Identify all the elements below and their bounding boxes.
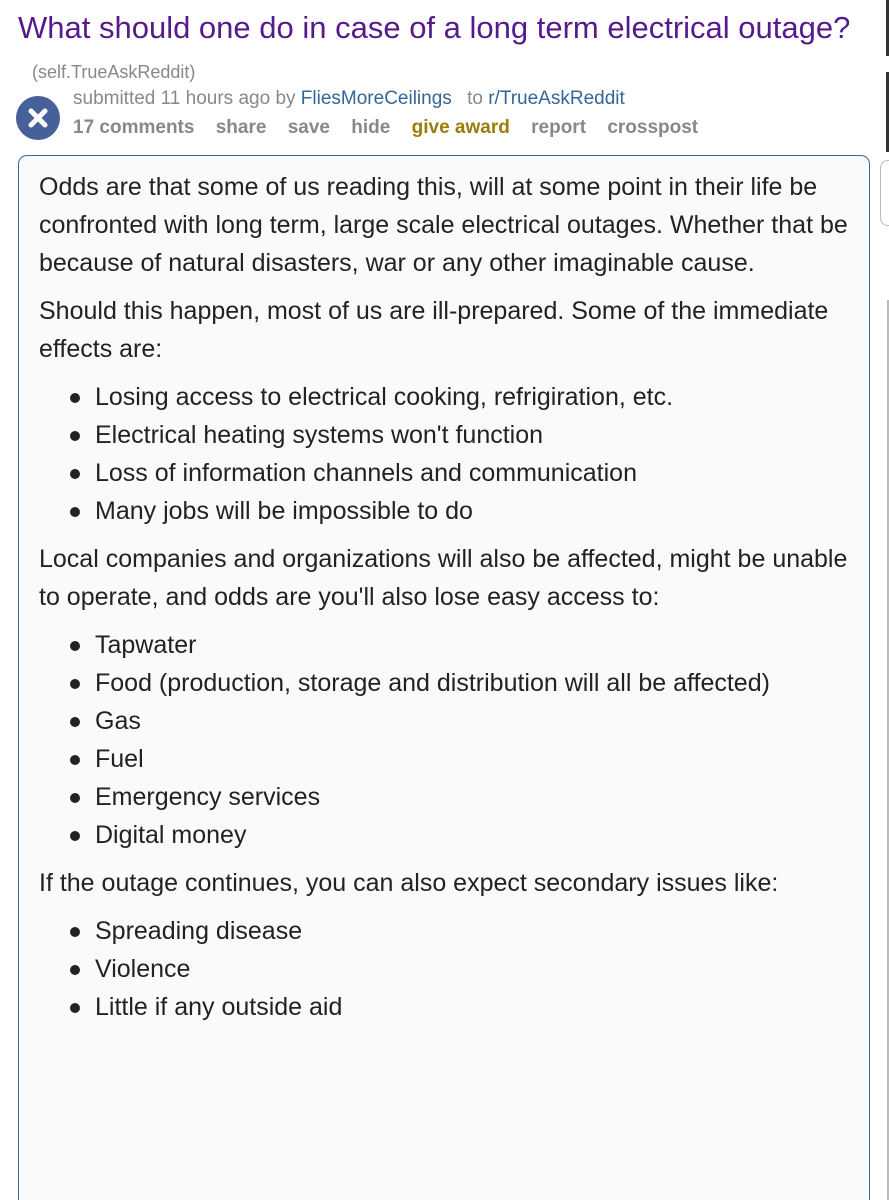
body-paragraph-4: If the outage continues, you can also expect secondary issues like: bbox=[39, 869, 779, 897]
list-item: Loss of information channels and communication bbox=[95, 454, 851, 492]
tagline-to: to bbox=[467, 88, 483, 109]
list-item: Many jobs will be impossible to do bbox=[95, 492, 851, 530]
list-item: Fuel bbox=[95, 740, 851, 778]
list-item: Food (production, storage and distribution will all be affected) bbox=[95, 664, 851, 702]
list-item: Electrical heating systems won't function bbox=[95, 416, 851, 454]
post-buttons bbox=[73, 117, 714, 139]
body-paragraph-3: Local companies and organizations will also be affected, might be unable to operate, and odds are you'll also lose easy access to: bbox=[39, 545, 848, 611]
post-title-line bbox=[18, 8, 868, 92]
list-item: Violence bbox=[95, 950, 851, 988]
list-item: Tapwater bbox=[95, 626, 851, 664]
author-link[interactable]: FliesMoreCeilings bbox=[300, 88, 452, 109]
hide-button[interactable]: hide bbox=[351, 117, 391, 138]
post-body bbox=[18, 155, 870, 1200]
report-button[interactable]: report bbox=[531, 117, 587, 138]
list-item: Losing access to electrical cooking, refrigiration, etc. bbox=[95, 378, 851, 416]
list-item: Emergency services bbox=[95, 778, 851, 816]
list-item: Spreading disease bbox=[95, 912, 851, 950]
comments-button[interactable]: 17 comments bbox=[73, 117, 195, 138]
post-tagline bbox=[73, 88, 625, 110]
secondary-issues-list bbox=[39, 912, 851, 1026]
immediate-effects-list bbox=[39, 378, 851, 530]
subreddit-link[interactable]: r/TrueAskReddit bbox=[488, 88, 625, 109]
give-award-button[interactable]: give award bbox=[411, 117, 510, 138]
body-paragraph-2: Should this happen, most of us are ill-prepared. Some of the immediate effects are: bbox=[39, 297, 829, 363]
tagline-submitted: submitted 11 hours ago by bbox=[73, 88, 296, 109]
list-item: Gas bbox=[95, 702, 851, 740]
share-button[interactable]: share bbox=[215, 117, 267, 138]
post-title-link[interactable]: What should one do in case of a long term electrical outage? bbox=[18, 10, 851, 45]
list-item: Little if any outside aid bbox=[95, 988, 851, 1026]
save-button[interactable]: save bbox=[287, 117, 330, 138]
lost-access-list bbox=[39, 626, 851, 854]
crosspost-button[interactable]: crosspost bbox=[607, 117, 699, 138]
close-x-icon bbox=[25, 105, 51, 131]
post-thumbnail[interactable] bbox=[16, 96, 60, 140]
adjacent-panel-edge bbox=[880, 160, 889, 226]
body-paragraph-1: Odds are that some of us reading this, will at some point in their life be confronted with long term, large scale electrical outages. Whether that be because of natural disasters, war or any other imaginable cause. bbox=[39, 173, 848, 277]
post-domain[interactable]: (self.TrueAskReddit) bbox=[32, 62, 196, 82]
list-item: Digital money bbox=[95, 816, 851, 854]
